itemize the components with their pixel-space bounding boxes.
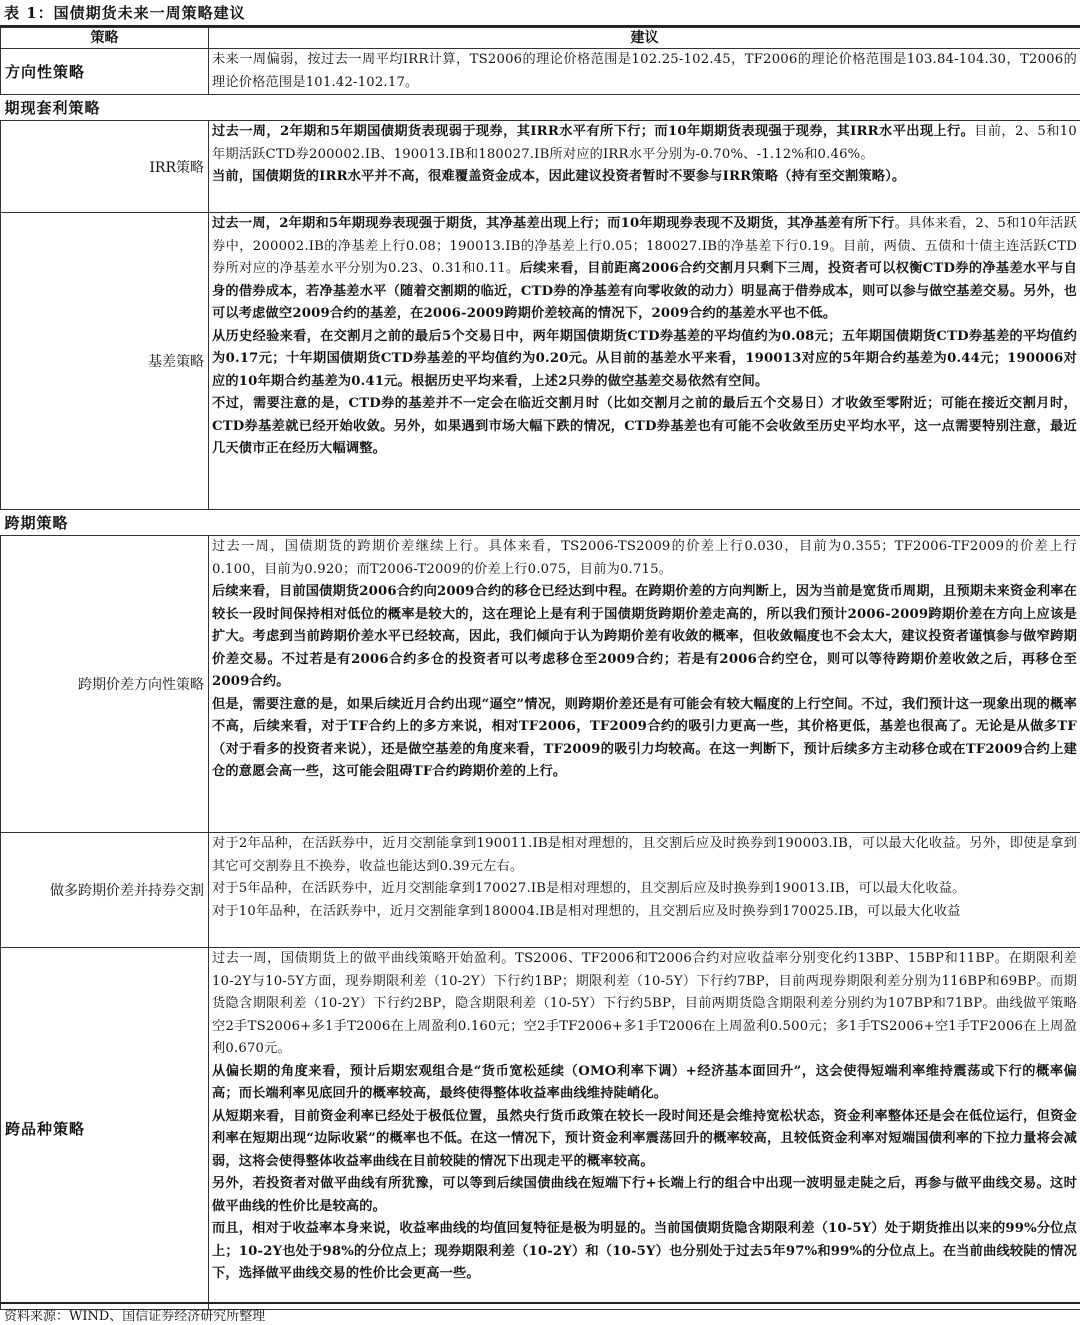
direction-cell	[209, 49, 1080, 95]
header-advice: 建议	[209, 28, 1080, 49]
cal-deliv-cell	[209, 833, 1080, 948]
cal-label: 跨期策略	[1, 510, 209, 536]
basis-cell	[209, 213, 1080, 510]
deliv-5y: 对于5年品种，在活跃券中，近月交割能拿到170027.IB是相对理想的，且交割后应及时换券到190013.IB，可以最大化收益。	[212, 881, 966, 896]
row-cal-head	[1, 510, 1080, 536]
header-row	[1, 28, 1080, 49]
row-cal-deliv	[1, 833, 1080, 948]
header-strategy: 策略	[1, 28, 209, 49]
cross-text: 过去一周，国债期货上的做平曲线策略开始盈利。TS2006、TF2006和T2006合约对应收益率分别变化约13BP、15BP和11BP。在期限利差10-2Y与10-5Y方面，现券期限利差（10-2Y）下行约1BP；期限利差（10-5Y）下行约7BP，目前两现券期限利差分别为116BP和69BP。而期货隐含期限利差（10-2Y）下行约2BP，隐含期限利差（10-5Y）下行约5BP，目前两期货隐含期限利差分别约为107BP和71BP。曲线做平策略空2手TS2006+多1手T2006在上周盈利0.160元；空2手TF2006+多1手T2006在上周盈利0.500元；多1手TS2006+空1手TF2006在上周盈利0.670元。	[212, 951, 1077, 1056]
basis-text: 过去一周，2年期和5年期现券表现强于期货，其净基差出现上行；而10年期现券表现不及期货，其净基差有所下行。具体来看，2、5和10年活跃券中，200002.IB的净基差上行0.08；190013.IB的净基差上行0.05；180027.IB的净基差下行0.19。目前，两债、五债和十债主连活跃CTD券所对应的净基差水平分别为0.23、0.31和0.11。后续来看，目前距离2006合约交割月只剩下三周，投资者可以权衡CTD券的净基差水平与自身的借券成本，若净基差水平（随着交割期的临近，CTD券的净基差有向零收敛的动力）明显高于借券成本，则可以参与做空基差交易。另外，也可以考虑做空2009合约的基差，在2006-2009跨期价差较高的情况下，2009合约的基差水平也不低。	[212, 216, 1078, 321]
cal-dir-label: 跨期价差方向性策略	[1, 536, 209, 833]
cal-dir-cell	[209, 536, 1080, 833]
cal-dir-caution: 但是，需要注意的是，如果后续近月合约出现“逼空”情况，则跨期价差还是有可能会有较大幅度的上行空间。不过，我们预计这一现象出现的概率不高，后续来看，对于TF合约上的多方来说，相对TF2006，TF2009合约的吸引力更高一些，其价格更低，基差也很高了。无论是从做多TF（对于看多的投资者来说），还是做空基差的角度来看，TF2009的吸引力均较高。在这一判断下，预计后续多方主动移仓或在TF2009合约上建仓的意愿会高一些，这可能会阻碍TF合约跨期价差的上行。	[212, 696, 1077, 779]
strategy-table	[0, 27, 1080, 1310]
irr-text: 过去一周，2年期和5年期国债期货表现弱于现券，其IRR水平有所下行；而10年期期货表现强于现券，其IRR水平出现上行。目前，2、5和10年期活跃CTD券200002.IB、190013.IB和180027.IB所对应的IRR水平分别为-0.70%、-1.12%和0.46%。	[212, 124, 1077, 162]
irr-label: IRR策略	[1, 121, 209, 213]
basis-caution: 不过，需要注意的是，CTD券的基差并不一定会在临近交割月时（比如交割月之前的最后五个交易日）才收敛至零附近；可能在接近交割月时，CTD券基差就已经开始收敛。另外，如果遇到市场大幅下跌的情况，CTD券基差也有可能不会收敛至历史平均水平，这一点需要特别注意，最近几天债市正在经历大幅调整。	[212, 396, 1077, 456]
cross-alternative: 另外，若投资者对做平曲线有所犹豫，可以等到后续国债曲线在短端下行+长端上行的组合中出现一波明显走陡之后，再参与做平曲线交易。这时做平曲线的性价比是较高的。	[212, 1176, 1077, 1214]
row-arb-head	[1, 95, 1080, 121]
cross-label: 跨品种策略	[1, 948, 209, 1310]
table-title: 表 1：国债期货未来一周策略建议	[4, 4, 246, 22]
row-basis	[1, 213, 1080, 510]
cross-short-view: 从短期来看，目前资金利率已经处于极低位置，虽然央行货币政策在较长一段时间还是会维持宽松状态，资金利率整体还是会在低位运行，但资金利率在短期出现“边际收紧”的概率也不低。在这一情况下，预计资金利率震荡回升的概率较高，且较低资金利率对短端国债利率的下拉力量将会减弱，这将会使得整体收益率曲线在目前较陡的情况下出现走平的概率较高。	[212, 1108, 1077, 1169]
cross-long-view: 从偏长期的角度来看，预计后期宏观组合是“货币宽松延续（OMO利率下调）+经济基本面回升”，这会使得短端利率维持震荡或下行的概率偏高；而长端利率见底回升的概率较高，最终使得整体收益率曲线维持陡峭化。	[212, 1063, 1077, 1101]
source-note: 资料来源：WIND、国信证券经济研究所整理	[4, 1309, 266, 1324]
cal-dir-text: 过去一周，国债期货的跨期价差继续上行。具体来看，TS2006-TS2009的价差上行0.030，目前为0.355；TF2006-TF2009的价差上行0.100，目前为0.920；而T2006-T2009的价差上行0.075，目前为0.715。	[212, 539, 1077, 577]
row-irr	[1, 121, 1080, 213]
bottom-rule	[0, 1302, 1080, 1304]
basis-history: 从历史经验来看，在交割月之前的最后5个交易日中，两年期国债期货CTD券基差的平均值约为0.08元；五年期国债期货CTD券基差的平均值约为0.17元；十年期国债期货CTD券基差的平均值约为0.20元。从目前的基差水平来看，190013对应的5年期合约基差为0.44元；190006对应的10年期合约基差为0.41元。根据历史平均来看，上述2只券的做空基差交易依然有空间。	[212, 328, 1077, 389]
cal-deliv-label: 做多跨期价差并持券交割	[1, 833, 209, 948]
row-cal-dir	[1, 536, 1080, 833]
direction-text: 未来一周偏弱，按过去一周平均IRR计算，TS2006的理论价格范围是102.25-102.45，TF2006的理论价格范围是103.84-104.30，T2006的理论价格范围是101.42-102.17。	[212, 52, 1077, 90]
cross-mean-revert: 而且，相对于收益率本身来说，收益率曲线的均值回复特征是极为明显的。当前国债期货隐含期限利差（10-5Y）处于期货推出以来的99%分位点上；10-2Y也处于98%的分位点上；现券期限利差（10-2Y）和（10-5Y）也分别处于过去5年97%和99%的分位点上。在当前曲线较陡的情况下，选择做平曲线交易的性价比会更高一些。	[212, 1221, 1077, 1281]
irr-cell	[209, 121, 1080, 213]
row-cross	[1, 948, 1080, 1310]
direction-label: 方向性策略	[1, 49, 209, 95]
basis-label: 基差策略	[1, 213, 209, 510]
cross-cell	[209, 948, 1080, 1310]
deliv-2y: 对于2年品种，在活跃券中，近月交割能拿到190011.IB是相对理想的，且交割后应及时换券到190003.IB，可以最大化收益。另外，即使是拿到其它可交割券且不换券，收益也能达到0.39元左右。	[212, 836, 1077, 874]
irr-advice: 当前，国债期货的IRR水平并不高，很难覆盖资金成本，因此建议投资者暂时不要参与IRR策略（持有至交割策略）。	[212, 169, 906, 184]
arb-label: 期现套利策略	[1, 95, 209, 121]
deliv-10y: 对于10年品种，在活跃券中，近月交割能拿到180004.IB是相对理想的，且交割后应及时换券到170025.IB，可以最大化收益	[212, 903, 961, 919]
row-direction	[1, 49, 1080, 95]
cal-dir-outlook: 后续来看，目前国债期货2006合约向2009合约的移仓已经达到中程。在跨期价差的方向判断上，因为当前是宽货币周期，且预期未来资金利率在较长一段时间保持相对低位的概率是较大的，这在理论上是有利于国债期货跨期价差走高的，所以我们预计2006-2009跨期价差在方向上应该是扩大。考虑到当前跨期价差水平已经较高，因此，我们倾向于认为跨期价差有收敛的概率，但收敛幅度也不会太大，建议投资者谨慎参与做窄跨期价差交易。不过若是有2006合约多仓的投资者可以考虑移仓至2009合约；若是有2006合约空仓，则可以等待跨期价差收敛之后，再移仓至2009合约。	[212, 584, 1077, 689]
